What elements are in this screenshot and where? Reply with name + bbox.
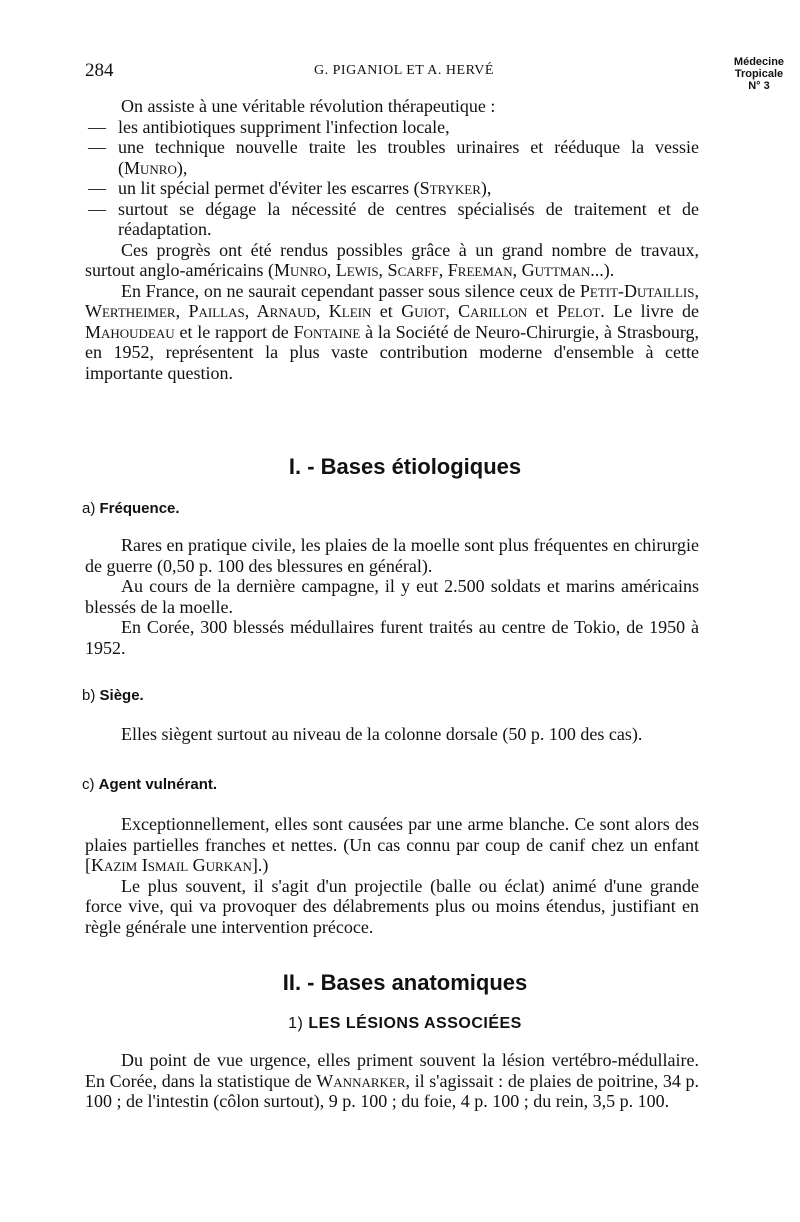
- journal-line-2: Tropicale: [734, 68, 784, 80]
- agent-block: [85, 814, 699, 937]
- list-item-text: surtout se dégage la nécessité de centres spécialisés de traitement et de réadaptation.: [118, 198, 699, 239]
- subheading-frequency: a) Fréquence.: [82, 500, 180, 517]
- paragraph: Au cours de la dernière campagne, il y eut 2.500 soldats et marins américains blessés de la moelle.: [85, 576, 699, 617]
- paragraph: Du point de vue urgence, elles priment souvent la lésion vertébro-médullaire. En Corée, dans la statistique de Wannarker, il s'agissait : de plaies de poitrine, 34 p. 100 ; de l'intestin (côlon surtout), 9 p. 100 ; du foie, 4 p. 100 ; du rein, 3,5 p. 100.: [85, 1050, 699, 1111]
- author-name: Munro: [124, 157, 177, 178]
- journal-badge: [724, 56, 794, 92]
- running-header-authors: G. PIGANIOL ET A. HERVÉ: [314, 63, 494, 78]
- subheading-agent: c) Agent vulnérant.: [82, 776, 218, 793]
- journal-line-3: N° 3: [748, 80, 770, 92]
- paragraph-progress: Ces progrès ont été rendus possibles grâce à un grand nombre de travaux, surtout anglo-américains (Munro, Lewis, Scarff, Freeman, Guttman...).: [85, 239, 699, 280]
- list-item: [85, 199, 699, 240]
- list-item-text: les antibiotiques suppriment l'infection locale,: [118, 116, 450, 137]
- author-name: Wannarker: [316, 1070, 406, 1091]
- author-name: Kazim Ismail Gurkan: [91, 855, 252, 875]
- paragraph: Rares en pratique civile, les plaies de la moelle sont plus fréquentes en chirurgie de guerre (0,50 p. 100 des blessures en général).: [85, 535, 699, 576]
- list-dash: —: [88, 178, 106, 198]
- section-title-etiology: I. - Bases étiologiques: [288, 454, 522, 479]
- paragraph: Exceptionnellement, elles sont causées par une arme blanche. Ce sont alors des plaies partielles franches et nettes. (Un cas connu par coup de canif chez un enfant [Kazim Ismail Gurkan].): [85, 814, 699, 875]
- lesions-block: [85, 1050, 699, 1112]
- list-dash: —: [88, 137, 106, 157]
- intro-block: [85, 96, 699, 383]
- frequency-block: [85, 535, 699, 658]
- list-item: [85, 178, 699, 199]
- author-name: Stryker: [419, 178, 481, 198]
- list-dash: —: [88, 198, 106, 219]
- journal-line-1: Médecine: [733, 56, 785, 68]
- subheading-site: b) Siège.: [82, 687, 144, 704]
- list-item: [85, 137, 699, 178]
- paragraph: En Corée, 300 blessés médullaires furent traités au centre de Tokio, de 1950 à 1952.: [85, 617, 699, 658]
- section-title-anatomy: II. - Bases anatomiques: [282, 970, 528, 995]
- list-item: [85, 117, 699, 138]
- paragraph-france: En France, on ne saurait cependant passer sous silence ceux de Petit-Dutaillis, Wertheimer, Paillas, Arnaud, Klein et Guiot, Carillon et Pelot. Le livre de Mahoudeau et le rapport de Fontaine à la Société de Neuro-Chirurgie, à Strasbourg, en 1952, représentent la plus vaste contribution moderne d'ensemble à cette importante question.: [85, 280, 700, 383]
- list-item-text: un lit spécial permet d'éviter les escarres (Stryker),: [118, 178, 492, 198]
- subheading-associated-lesions: 1) LES LÉSIONS ASSOCIÉES: [288, 1015, 522, 1032]
- paragraph: Elles siègent surtout au niveau de la colonne dorsale (50 p. 100 des cas).: [121, 724, 643, 744]
- list-item-text: une technique nouvelle traite les troubles urinaires et rééduque la vessie (Munro),: [118, 137, 699, 178]
- page-number: 284: [85, 60, 114, 81]
- list-dash: —: [88, 116, 106, 137]
- author-names: Munro, Lewis, Scarff, Freeman, Guttman...: [273, 260, 604, 280]
- site-block: [85, 724, 699, 745]
- paragraph: Le plus souvent, il s'agit d'un projectile (balle ou éclat) animé d'une grande force vive, qui va provoquer des délabrements plus ou moins étendus, justifiant en règle générale une intervention précoce.: [85, 875, 699, 937]
- intro-lead: On assiste à une véritable révolution thérapeutique :: [121, 96, 496, 116]
